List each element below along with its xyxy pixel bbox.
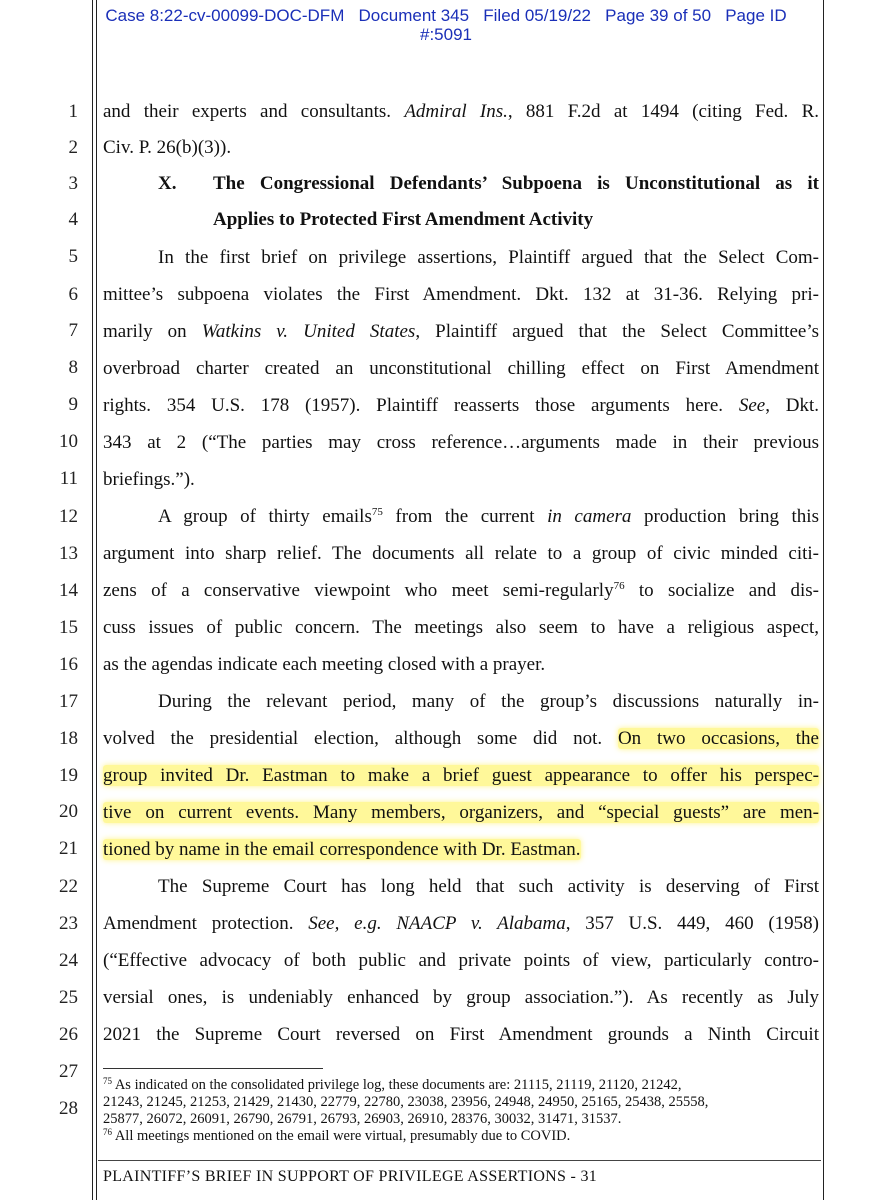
- section-title-line-2: Applies to Protected First Amendment Activity: [213, 209, 594, 230]
- body-line-7: [103, 320, 819, 344]
- text-run: , Plaintiff argued that the Select Committee’s: [415, 321, 819, 342]
- text-run: , Dkt.: [765, 395, 819, 416]
- text-run: , 881 F.2d at 1494 (citing Fed. R.: [507, 101, 820, 122]
- body-line-1: [103, 100, 819, 124]
- highlighted-text: tioned by name in the email correspondence with Dr. Eastman.: [103, 839, 581, 860]
- footnote-75-line-3: 25877, 26072, 26091, 26790, 26791, 26793, 26903, 26910, 28376, 30032, 31471, 31537.: [103, 1111, 622, 1127]
- body-line-16: as the agendas indicate each meeting closed with a prayer.: [103, 654, 546, 675]
- body-line-20: [103, 801, 819, 825]
- line-number: 26: [59, 1024, 78, 1045]
- line-number: 1: [68, 101, 78, 122]
- line-number: 5: [68, 246, 78, 267]
- body-line-26: 2021 the Supreme Court reversed on First Amendment grounds a Ninth Circuit: [103, 1024, 819, 1045]
- line-number: 14: [59, 580, 78, 601]
- line-number: 28: [59, 1098, 78, 1119]
- footnote-75-line-2: 21243, 21245, 21253, 21429, 21430, 22779, 22780, 23038, 23956, 24948, 24950, 25165, 25438, 25558,: [103, 1094, 709, 1110]
- left-margin-rule-inner: [96, 0, 97, 1200]
- case-citation: Admiral Ins.: [404, 101, 508, 122]
- text-run: marily on: [103, 321, 202, 342]
- case-citation: See, e.g. NAACP v. Alabama: [308, 913, 566, 934]
- text-run: , 357 U.S. 449, 460 (1958): [565, 913, 819, 934]
- text-run: zens of a conservative viewpoint who meet semi-regularly: [103, 580, 614, 601]
- line-number: 23: [59, 913, 78, 934]
- case-header-line-1: Case 8:22-cv-00099-DOC-DFM Document 345 Filed 05/19/22 Page 39 of 50 Page ID: [105, 6, 787, 25]
- body-line-8: overbroad charter created an unconstitutional chilling effect on First Amendment: [103, 358, 819, 379]
- case-header-line-2: #:5091: [420, 25, 472, 44]
- body-line-17: During the relevant period, many of the group’s discussions naturally in-: [158, 691, 819, 712]
- text-run: Amendment protection.: [103, 913, 309, 934]
- line-number: 21: [59, 838, 78, 859]
- body-line-14: [103, 579, 819, 603]
- section-number: X.: [158, 173, 177, 194]
- footnote-76: [103, 1128, 819, 1145]
- body-line-21: [103, 838, 819, 862]
- footnote-mark: 75: [103, 1076, 112, 1086]
- body-line-18: [103, 727, 819, 751]
- line-number: 17: [59, 691, 78, 712]
- line-number: 27: [59, 1061, 78, 1082]
- line-number: 12: [59, 506, 78, 527]
- line-number: 2: [68, 137, 78, 158]
- case-citation: Watkins v. United States: [201, 321, 416, 342]
- line-number: 13: [59, 543, 78, 564]
- line-number: 10: [59, 431, 78, 452]
- body-line-11: briefings.”).: [103, 469, 195, 490]
- footnote-ref-75[interactable]: 75: [371, 506, 383, 518]
- highlighted-text: tive on current events. Many members, organizers, and “special guests” are men-: [103, 802, 819, 823]
- footer-separator: [98, 1160, 821, 1161]
- line-number: 18: [59, 728, 78, 749]
- line-number: 9: [68, 394, 78, 415]
- line-number: 7: [68, 320, 78, 341]
- body-line-19: [103, 764, 819, 788]
- text-run: to socialize and dis-: [624, 580, 819, 601]
- footnote-separator: [103, 1068, 323, 1069]
- footnote-75-line-1: [103, 1077, 819, 1094]
- signal-word: See: [738, 395, 766, 416]
- line-number: 25: [59, 987, 78, 1008]
- body-line-2: Civ. P. 26(b)(3)).: [103, 137, 232, 158]
- line-number: 3: [68, 173, 78, 194]
- footnote-ref-76[interactable]: 76: [613, 580, 625, 592]
- footnote-text: As indicated on the consolidated privilege log, these documents are: 21115, 21119, 21120, 21242,: [112, 1077, 682, 1093]
- text-run: volved the presidential election, although some did not.: [103, 728, 618, 749]
- latin-term: in camera: [547, 506, 632, 527]
- body-line-5: In the first brief on privilege assertions, Plaintiff argued that the Select Com-: [158, 247, 819, 268]
- highlighted-text: group invited Dr. Eastman to make a brief guest appearance to offer his perspec-: [103, 765, 819, 786]
- text-run: production bring this: [631, 506, 819, 527]
- body-line-25: versial ones, is undeniably enhanced by group association.”). As recently as July: [103, 987, 819, 1008]
- body-line-9: [103, 394, 819, 418]
- line-number: 19: [59, 765, 78, 786]
- section-heading: [103, 172, 819, 196]
- body-line-10: 343 at 2 (“The parties may cross reference…arguments made in their previous: [103, 432, 819, 453]
- body-line-13: argument into sharp relief. The documents all relate to a group of civic minded citi-: [103, 543, 819, 564]
- text-run: A group of thirty emails: [158, 506, 372, 527]
- footnote-text: All meetings mentioned on the email were virtual, presumably due to COVID.: [112, 1128, 571, 1144]
- page-footer: PLAINTIFF’S BRIEF IN SUPPORT OF PRIVILEGE ASSERTIONS - 31: [103, 1168, 598, 1185]
- body-line-12: [103, 505, 819, 529]
- section-title-line-1: The Congressional Defendants’ Subpoena is Unconstitutional as it: [213, 173, 819, 194]
- highlighted-text: On two occasions, the: [617, 728, 819, 749]
- line-number: 4: [68, 209, 78, 230]
- body-line-23: [103, 912, 819, 936]
- body-line-22: The Supreme Court has long held that such activity is deserving of First: [158, 876, 819, 897]
- line-number: 16: [59, 654, 78, 675]
- body-line-6: mittee’s subpoena violates the First Amendment. Dkt. 132 at 31-36. Relying pri-: [103, 284, 819, 305]
- line-number: 24: [59, 950, 78, 971]
- line-number: 8: [68, 357, 78, 378]
- body-line-15: cuss issues of public concern. The meetings also seem to have a religious aspect,: [103, 617, 819, 638]
- footnote-mark: 76: [103, 1127, 112, 1137]
- text-run: rights. 354 U.S. 178 (1957). Plaintiff reasserts those arguments here.: [103, 395, 739, 416]
- line-number: 11: [59, 468, 78, 489]
- line-number: 6: [68, 284, 78, 305]
- text-run: from the current: [382, 506, 548, 527]
- body-line-24: (“Effective advocacy of both public and private points of view, particularly contro-: [103, 950, 819, 971]
- line-number: 15: [59, 617, 78, 638]
- text-run: and their experts and consultants.: [103, 101, 405, 122]
- left-margin-rule-outer: [92, 0, 93, 1200]
- right-margin-rule: [823, 0, 824, 1200]
- case-header: [0, 6, 892, 44]
- line-number: 22: [59, 876, 78, 897]
- line-number: 20: [59, 801, 78, 822]
